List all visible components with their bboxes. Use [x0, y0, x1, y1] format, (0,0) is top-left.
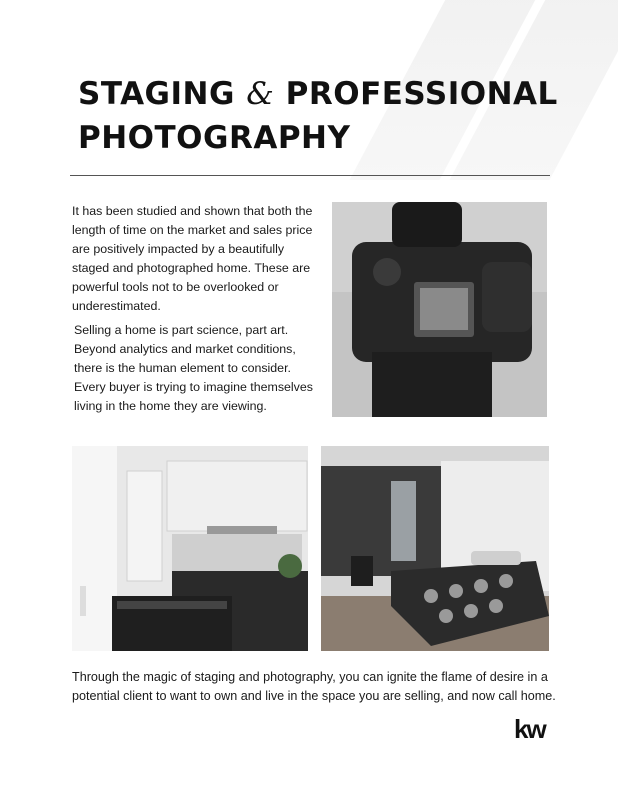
title-divider — [70, 175, 550, 176]
intro-paragraph: It has been studied and shown that both the length of time on the market and sales price are positively impacted by a beautifully staged and photographed home. These are powerful tools not to be overlooked or underestimated. — [72, 204, 313, 313]
closing-paragraph: Through the magic of staging and photography, you can ignite the flame of desire in a potential client to want to own and live in the space you are selling, and now call home. — [72, 670, 556, 703]
title-word-staging: STAGING — [78, 76, 235, 112]
title-ampersand: & — [246, 76, 275, 112]
bedroom-photo — [321, 446, 549, 651]
kw-logo: kw — [514, 714, 545, 744]
page-title — [78, 72, 558, 160]
kitchen-photo — [72, 446, 308, 651]
title-word-professional: PROFESSIONAL — [285, 76, 558, 112]
camera-photo — [332, 202, 547, 417]
title-word-photography: PHOTOGRAPHY — [78, 120, 351, 156]
science-art-paragraph: Selling a home is part science, part art. Beyond analytics and market conditions, there is the human element to consider. Every buyer is trying to imagine themselves living in the home they are viewing. — [74, 323, 313, 413]
